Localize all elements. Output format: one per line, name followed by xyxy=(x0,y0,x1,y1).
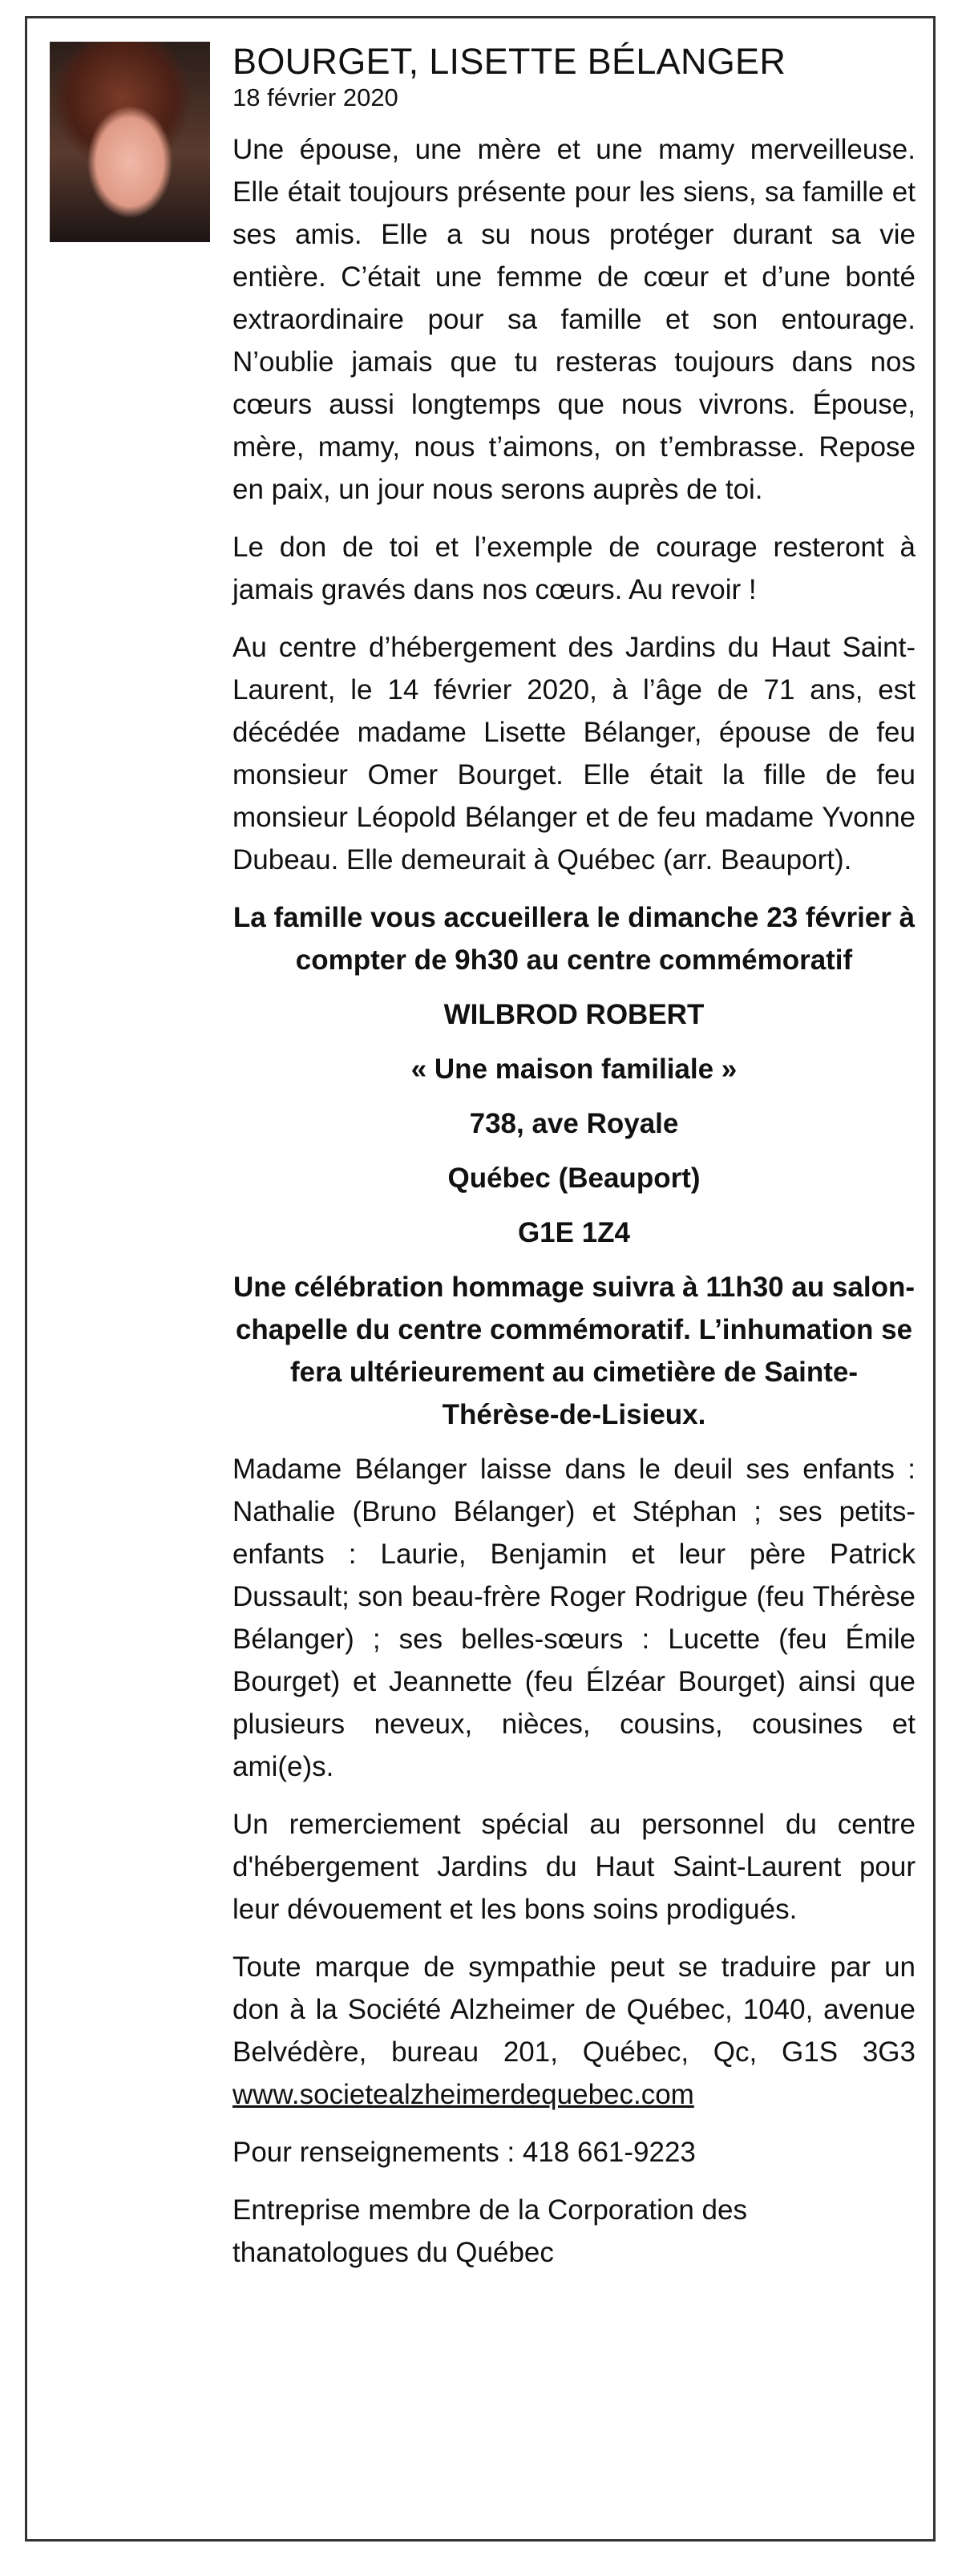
donation-text: Toute marque de sympathie peut se traduire par un don à la Société Alzheimer de Québec, 1040, avenue Belvédère, bureau 201, Québec, Qc, G1S 3G3 xyxy=(232,1951,916,2068)
funeral-home-tagline: « Une maison familiale » xyxy=(410,1053,738,1085)
donation-link[interactable]: www.societealzheimerdequebec.com xyxy=(232,2079,694,2110)
farewell-paragraph: Le don de toi et l’exemple de courage resteront à jamais gravés dans nos cœurs. Au revoir ! xyxy=(232,532,916,605)
contact-info: Pour renseignements : 418 661-9223 xyxy=(232,2137,696,2168)
thanks-paragraph: Un remerciement spécial au personnel du centre d'hébergement Jardins du Haut Saint-Laurent pour leur dévouement et les bons soins prodigués. xyxy=(232,1809,916,1925)
visitation-info: La famille vous accueillera le dimanche 23 février à compter de 9h30 au centre commémoratif xyxy=(232,902,916,976)
deceased-name: BOURGET, LISETTE BÉLANGER xyxy=(232,41,786,82)
ceremony-info: Une célébration hommage suivra à 11h30 au salon-chapelle du centre commémoratif. L’inhumation se fera ultérieurement au cimetière de Sainte-Thérèse-de-Lisieux. xyxy=(232,1272,916,1430)
donation-paragraph xyxy=(232,1946,916,2116)
membership-note: Entreprise membre de la Corporation des thanatologues du Québec xyxy=(232,2194,747,2268)
survivors-paragraph: Madame Bélanger laisse dans le deuil ses enfants : Nathalie (Bruno Bélanger) et Stéphan ; ses petits-enfants : Laurie, Benjamin et leur père Patrick Dussault; son beau-frère Roger Rodrigue (feu Thérèse Bélanger) ; ses belles-sœurs : Lucette (feu Émile Bourget) et Jeannette (feu Élzéar Bourget) ainsi que plusieurs neveux, nièces, cousins, cousines et ami(e)s. xyxy=(232,1454,916,1782)
funeral-home-name: WILBROD ROBERT xyxy=(443,999,705,1030)
death-notice-paragraph: Au centre d’hébergement des Jardins du Haut Saint-Laurent, le 14 février 2020, à l’âge de 71 ans, est décédée madame Lisette Bélanger, épouse de feu monsieur Omer Bourget. Elle était la fille de feu monsieur Léopold Bélanger et de feu madame Yvonne Dubeau. Elle demeurait à Québec (arr. Beauport). xyxy=(232,632,916,876)
obituary-content xyxy=(232,40,916,2289)
funeral-home-city: Québec (Beauport) xyxy=(447,1163,701,1194)
tribute-paragraph: Une épouse, une mère et une mamy merveilleuse. Elle était toujours présente pour les siens, sa famille et ses amis. Elle a su nous protéger durant sa vie entière. C’était une femme de cœur et d’une bonté extraordinaire pour sa famille et son entourage. N’oublie jamais que tu resteras toujours dans nos cœurs aussi longtemps que nous vivrons. Épouse, mère, mamy, nous t’aimons, on t’embrasse. Repose en paix, un jour nous serons auprès de toi. xyxy=(232,134,916,505)
portrait-photo xyxy=(50,42,210,242)
funeral-home-address: 738, ave Royale xyxy=(469,1108,679,1139)
publication-date: 18 février 2020 xyxy=(232,83,398,111)
funeral-home-postal: G1E 1Z4 xyxy=(517,1217,631,1248)
